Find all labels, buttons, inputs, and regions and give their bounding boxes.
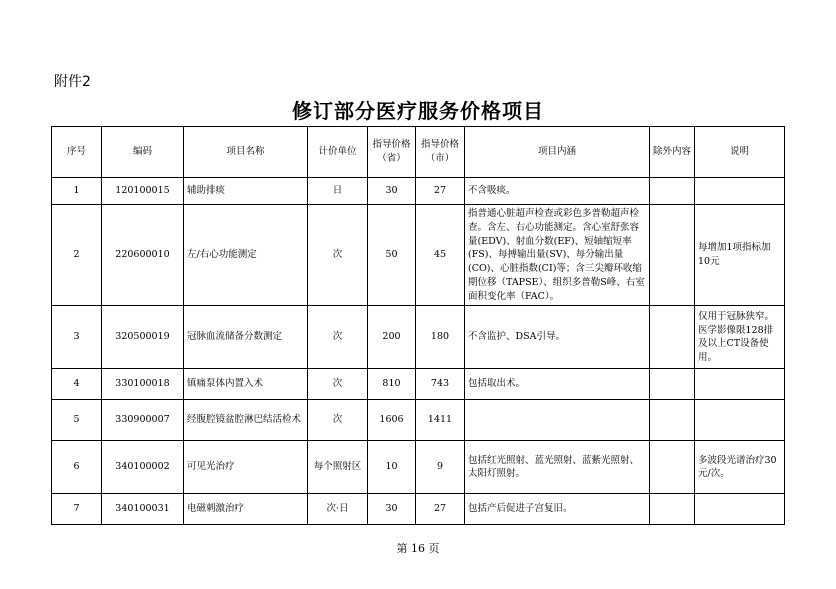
cell-name: 镇痛泵体内置入术 <box>184 369 308 400</box>
cell-unit: 次 <box>308 369 368 400</box>
page-title: 修订部分医疗服务价格项目 <box>292 99 544 123</box>
cell-price-city: 180 <box>416 306 465 369</box>
header-notes: 说明 <box>695 127 785 178</box>
cell-price-province: 1606 <box>368 400 416 441</box>
cell-code: 220600010 <box>102 205 184 306</box>
header-seq: 序号 <box>52 127 102 178</box>
cell-exclusions <box>650 441 695 494</box>
price-table <box>51 126 785 525</box>
cell-price-city: 27 <box>416 178 465 205</box>
cell-unit: 次·日 <box>308 494 368 525</box>
table-row <box>52 369 785 400</box>
cell-name: 冠脉血流储备分数测定 <box>184 306 308 369</box>
cell-content <box>465 400 650 441</box>
table-row <box>52 306 785 369</box>
header-exclusions: 除外内容 <box>650 127 695 178</box>
cell-code: 120100015 <box>102 178 184 205</box>
cell-notes: 每增加1项指标加10元 <box>695 205 785 306</box>
cell-code: 330100018 <box>102 369 184 400</box>
page-number: 第 16 页 <box>396 542 440 555</box>
cell-content: 包括红光照射、蓝光照射、蓝紫光照射、太阳灯照射。 <box>465 441 650 494</box>
header-price-province: 指导价格（省） <box>368 127 416 178</box>
cell-price-city: 1411 <box>416 400 465 441</box>
cell-seq: 2 <box>52 205 102 306</box>
cell-seq: 5 <box>52 400 102 441</box>
cell-seq: 1 <box>52 178 102 205</box>
header-price-city: 指导价格（市） <box>416 127 465 178</box>
cell-seq: 6 <box>52 441 102 494</box>
cell-unit: 每个照射区 <box>308 441 368 494</box>
cell-price-province: 200 <box>368 306 416 369</box>
cell-exclusions <box>650 400 695 441</box>
table-row <box>52 205 785 306</box>
cell-notes: 多波段光谱治疗30元/次。 <box>695 441 785 494</box>
table-row <box>52 441 785 494</box>
cell-exclusions <box>650 178 695 205</box>
cell-code: 340100031 <box>102 494 184 525</box>
cell-price-province: 30 <box>368 178 416 205</box>
cell-notes <box>695 400 785 441</box>
attachment-label: 附件2 <box>54 74 91 90</box>
header-code: 编码 <box>102 127 184 178</box>
table-row <box>52 494 785 525</box>
cell-exclusions <box>650 369 695 400</box>
cell-exclusions <box>650 494 695 525</box>
header-unit: 计价单位 <box>308 127 368 178</box>
cell-unit: 日 <box>308 178 368 205</box>
cell-content: 指普通心脏超声检查或彩色多普勒超声检查。含左、右心功能测定。含心室舒张容量(EDV)、射血分数(EF)、短轴缩短率(FS)、每搏输出量(SV)、每分输出量(CO)、心脏指数(CI)等；含三尖瓣环收缩期位移（TAPSE）、组织多普勒S峰、右室面积变化率（FAC）。 <box>465 205 650 306</box>
cell-exclusions <box>650 306 695 369</box>
cell-content: 包括取出术。 <box>465 369 650 400</box>
cell-content: 包括产后促进子宫复旧。 <box>465 494 650 525</box>
cell-name: 左/右心功能测定 <box>184 205 308 306</box>
cell-price-province: 10 <box>368 441 416 494</box>
cell-code: 330900007 <box>102 400 184 441</box>
cell-price-city: 743 <box>416 369 465 400</box>
cell-content: 不含监护、DSA引导。 <box>465 306 650 369</box>
cell-code: 340100002 <box>102 441 184 494</box>
cell-notes <box>695 494 785 525</box>
header-content: 项目内涵 <box>465 127 650 178</box>
cell-unit: 次 <box>308 400 368 441</box>
cell-price-province: 810 <box>368 369 416 400</box>
table-header-row <box>52 127 785 178</box>
cell-price-city: 27 <box>416 494 465 525</box>
cell-name: 辅助排痰 <box>184 178 308 205</box>
cell-name: 经腹腔镜盆腔淋巴结活检术 <box>184 400 308 441</box>
cell-content: 不含吸痰。 <box>465 178 650 205</box>
header-name: 项目名称 <box>184 127 308 178</box>
cell-unit: 次 <box>308 205 368 306</box>
cell-name: 电磁刺激治疗 <box>184 494 308 525</box>
cell-code: 320500019 <box>102 306 184 369</box>
cell-exclusions <box>650 205 695 306</box>
cell-price-province: 50 <box>368 205 416 306</box>
cell-unit: 次 <box>308 306 368 369</box>
cell-seq: 3 <box>52 306 102 369</box>
cell-name: 可见光治疗 <box>184 441 308 494</box>
cell-notes <box>695 178 785 205</box>
cell-notes <box>695 369 785 400</box>
table-row <box>52 178 785 205</box>
cell-price-city: 45 <box>416 205 465 306</box>
cell-notes: 仅用于冠脉狭窄。医学影像限128排及以上CT设备使用。 <box>695 306 785 369</box>
cell-price-province: 30 <box>368 494 416 525</box>
table-row <box>52 400 785 441</box>
cell-seq: 7 <box>52 494 102 525</box>
cell-price-city: 9 <box>416 441 465 494</box>
cell-seq: 4 <box>52 369 102 400</box>
